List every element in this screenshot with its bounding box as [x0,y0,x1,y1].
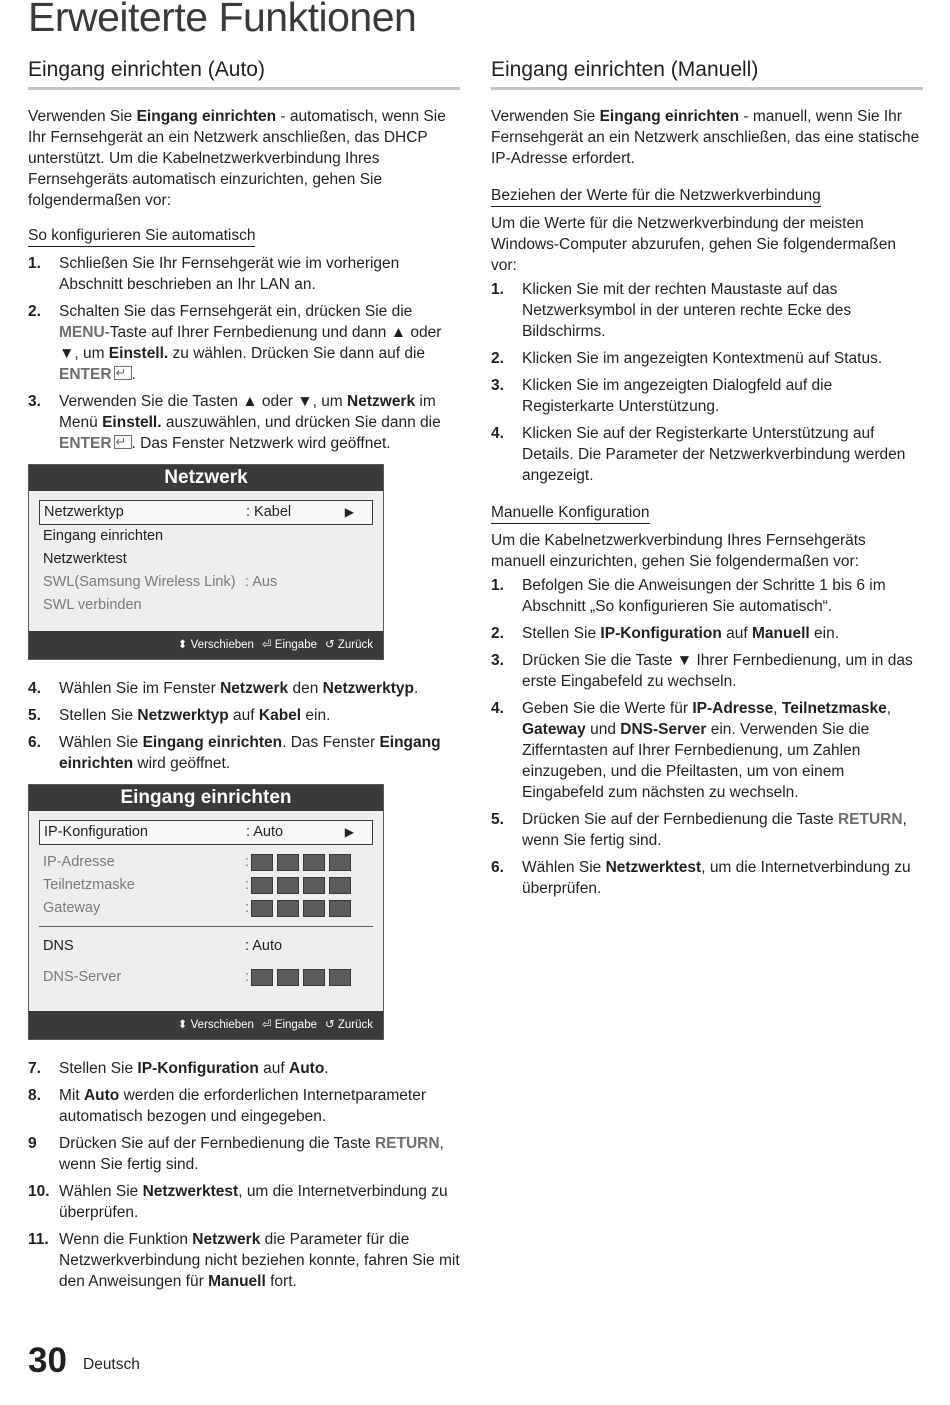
list-item: 3. Klicken Sie im angezeigten Dialogfeld auf die Registerkarte Unterstützung. [491,377,833,415]
intro-manual: Verwenden Sie Eingang einrichten - manuell, wenn Sie Ihr Fernsehgerät an ein Netzwerk anschließen, das eine statische IP-Adresse erfordert. [491,108,920,167]
steps-auto-b [28,678,460,774]
list-item: 2. Klicken Sie im angezeigten Kontextmenü auf Status. [491,350,883,367]
list-item: 5. Stellen Sie Netzwerktyp auf Kabel ein. [28,707,331,724]
manual-intro: Um die Kabelnetzwerkverbindung Ihres Fernsehgeräts manuell einzurichten, gehen Sie folgendermaßen vor: [491,532,866,570]
list-item: 3. Drücken Sie die Taste ▼ Ihrer Fernbedienung, um in das erste Eingabefeld zu wechseln. [491,652,913,690]
return-icon: ↺ [325,639,335,651]
intro-auto: Verwenden Sie Eingang einrichten - automatisch, wenn Sie Ihr Fernsehgerät an ein Netzwerk anschließen, das DHCP unterstützt. Um die Kabelnetzwerkverbindung Ihres Fernsehgeräts automatisch einzurichten, gehen Sie folgendermaßen vor: [28,108,446,209]
osd-title: Eingang einrichten [29,785,383,811]
list-item: 4. Wählen Sie im Fenster Netzwerk den Netzwerktyp. [28,680,419,697]
arrow-right-icon: ▶ [344,825,354,839]
list-item: 8. Mit Auto werden die erforderlichen Internetparameter automatisch bezogen und eingegeben. [28,1087,426,1125]
osd-eingang-einrichten [28,784,384,1040]
list-item: 1. Befolgen Sie die Anweisungen der Schritte 1 bis 6 im Abschnitt „So konfigurieren Sie automatisch“. [491,577,886,615]
menu-item-ip-konfiguration[interactable]: IP-Konfiguration : Auto ▶ [39,820,373,845]
enter-icon: ⏎ [261,1019,272,1031]
menu-item-swl[interactable]: SWL(Samsung Wireless Link) : Aus [43,574,278,590]
osd-netzwerk [28,464,384,660]
steps-manual [491,575,923,899]
list-item: 6. Wählen Sie Netzwerktest, um die Internetverbindung zu überprüfen. [491,859,911,897]
list-item: 2. Stellen Sie IP-Konfiguration auf Manuell ein. [491,625,840,642]
move-icon: ⬍ [177,639,188,651]
left-column [28,56,460,1298]
return-icon: ↺ [325,1019,335,1031]
arrow-right-icon: ▶ [344,505,354,519]
menu-item-netzwerktyp[interactable]: Netzwerktyp : Kabel ▶ [39,500,373,525]
subheading-values: Beziehen der Werte für die Netzwerkverbindung [491,185,821,207]
right-column [491,56,923,905]
list-item: 10. Wählen Sie Netzwerktest, um die Internetverbindung zu überprüfen. [28,1183,448,1221]
list-item: 4. Klicken Sie auf der Registerkarte Unterstützung auf Details. Die Parameter der Netzwerkverbindung werden angezeigt. [491,425,906,484]
menu-item-dns[interactable]: DNS : Auto [43,938,283,954]
list-item: 9 Drücken Sie auf der Fernbedienung die Taste RETURN, wenn Sie fertig sind. [28,1135,444,1173]
page-number: 30 [28,1341,67,1380]
page-language: Deutsch [83,1356,140,1373]
menu-item-teilnetzmaske[interactable]: Teilnetzmaske : [39,874,373,897]
menu-item-gateway[interactable]: Gateway : [39,897,373,920]
list-item: 1. Schließen Sie Ihr Fernsehgerät wie im vorherigen Abschnitt beschrieben an Ihr LAN an. [28,255,400,293]
steps-values [491,279,923,486]
enter-icon [114,366,132,380]
enter-icon [114,435,132,449]
list-item: 2. Schalten Sie das Fernsehgerät ein, drücken Sie die MENU-Taste auf Ihrer Fernbedienung und dann ▲ oder ▼, um Einstell. zu wählen. Drücken Sie dann auf die ENTER↵ . [28,301,460,385]
dns-fields[interactable] [251,969,355,994]
enter-icon: ⏎ [261,639,272,651]
osd-footer: ⬍ Verschieben ⏎ Eingabe ↺ Zurück [29,631,383,659]
steps-auto-c [28,1058,460,1292]
osd-title: Netzwerk [29,465,383,491]
osd-footer: ⬍ Verschieben ⏎ Eingabe ↺ Zurück [29,1011,383,1039]
menu-item-netzwerktest[interactable]: Netzwerktest [43,551,127,567]
list-item: 5. Drücken Sie auf der Fernbedienung die Taste RETURN, wenn Sie fertig sind. [491,811,907,849]
list-item: 4. Geben Sie die Werte für IP-Adresse, Teilnetzmaske, Gateway und DNS-Server ein. Verwenden Sie die Zifferntasten auf Ihrer Fernbedienung, um Zahlen einzugeben, und die Pfeiltasten, um von einem Eingabefeld zum nächsten zu wechseln. [491,700,892,801]
subheading-auto: So konfigurieren Sie automatisch [28,225,255,247]
menu-item-ip-adresse[interactable]: IP-Adresse : [39,851,373,874]
values-intro: Um die Werte für die Netzwerkverbindung der meisten Windows-Computer abzurufen, gehen Sie folgendermaßen vor: [491,215,896,274]
page-title: Erweiterte Funktionen [28,0,417,40]
list-item: 3. Verwenden Sie die Tasten ▲ oder ▼, um Netzwerk im Menü Einstell. auszuwählen, und drücken Sie dann die ENTER↵ . Das Fenster Netzwerk wird geöffnet. [28,391,460,454]
section-heading-manual: Eingang einrichten (Manuell) [491,56,923,90]
subheading-manual-config: Manuelle Konfiguration [491,502,650,524]
menu-item-swl-verbinden[interactable]: SWL verbinden [43,597,142,613]
move-icon: ⬍ [177,1019,188,1031]
section-heading-auto: Eingang einrichten (Auto) [28,56,460,90]
menu-item-eingang-einrichten[interactable]: Eingang einrichten [43,528,164,544]
gateway-fields[interactable] [251,900,355,925]
divider [39,926,373,927]
menu-item-dns-server[interactable]: DNS-Server : [39,966,373,989]
steps-auto-a [28,253,460,454]
list-item: 11. Wenn die Funktion Netzwerk die Parameter für die Netzwerkverbindung nicht beziehen konnte, fahren Sie mit den Anweisungen für Manuell fort. [28,1231,460,1290]
list-item: 7. Stellen Sie IP-Konfiguration auf Auto. [28,1060,329,1077]
list-item: 6. Wählen Sie Eingang einrichten. Das Fenster Eingang einrichten wird geöffnet. [28,734,441,772]
list-item: 1. Klicken Sie mit der rechten Maustaste auf das Netzwerksymbol in der unteren rechte Ecke des Bildschirms. [491,281,852,340]
